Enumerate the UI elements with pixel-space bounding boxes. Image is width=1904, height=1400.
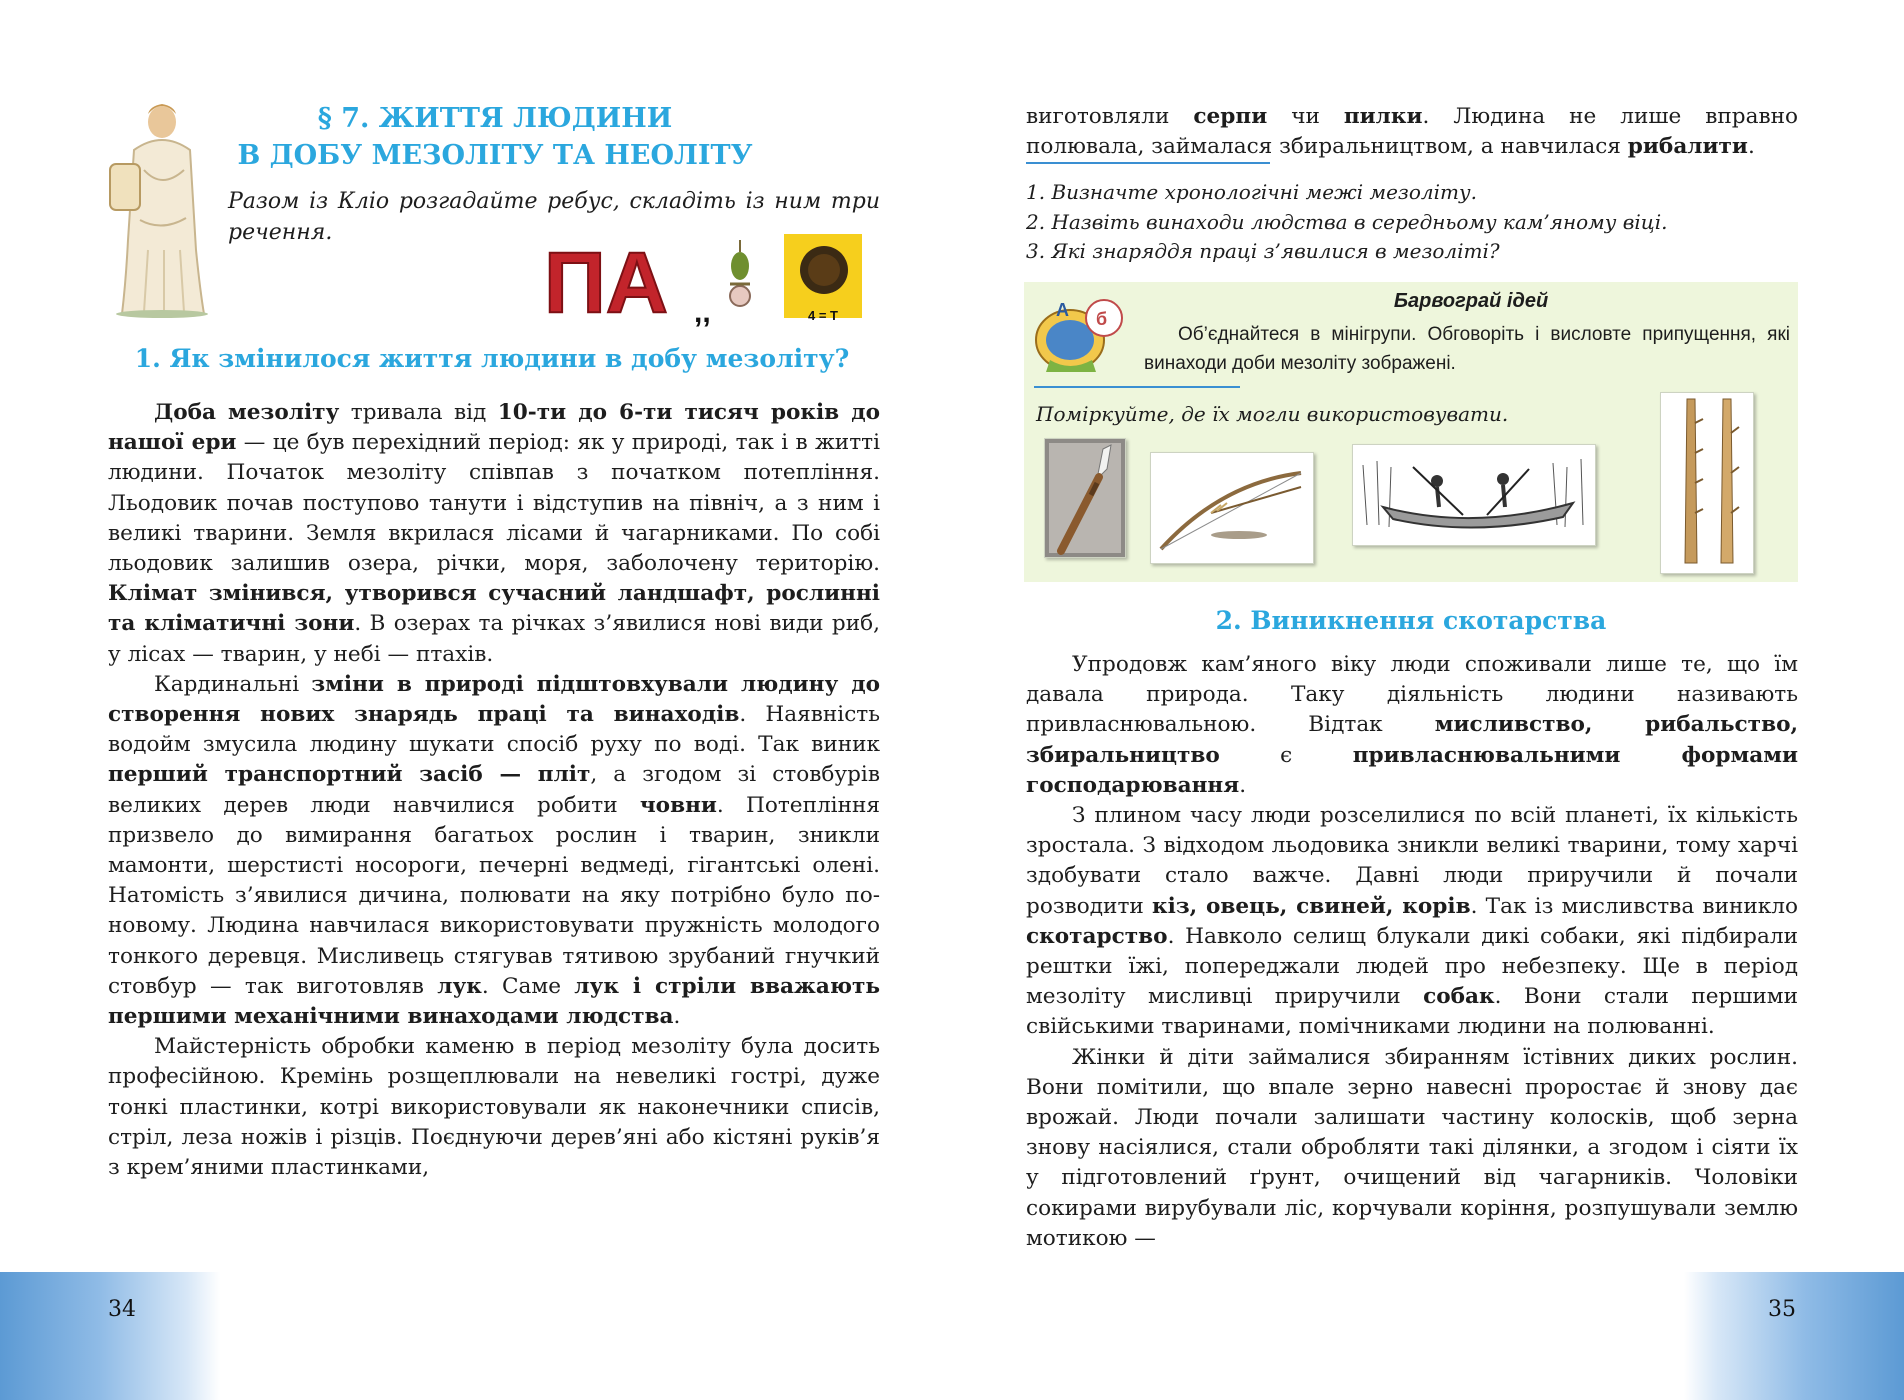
bold-term: лук (437, 973, 482, 999)
svg-text:А: А (1056, 300, 1069, 320)
text-run: виготовляли (1026, 104, 1194, 129)
bold-term: серпи (1193, 104, 1268, 129)
intro-text: Разом із Кліо розгадайте ребус, складіть із ним три речення. (228, 189, 880, 245)
text-run: . Саме (481, 973, 575, 999)
questions-divider (1026, 162, 1270, 164)
paragraph (1026, 1043, 1798, 1254)
bold-term: Доба мезоліту (154, 400, 340, 425)
paragraph (108, 398, 880, 670)
rebus-key: 4 = Т (808, 308, 838, 323)
question-1: 1. Визначте хронологічні межі мезоліту. (1026, 180, 1477, 204)
rebus-commas: ,, (694, 296, 711, 328)
text-run: . Вони стали першими свійськими тваринами, помічниками людини на полюванні. (1026, 984, 1798, 1040)
text-run: є (1219, 742, 1353, 768)
chapter-title-line1: § 7. ЖИТТЯ ЛЮДИНИ (317, 103, 673, 134)
ideas-box-divider (1034, 386, 1240, 388)
bow-and-arrow-image (1150, 452, 1314, 564)
text-run: . (1747, 134, 1755, 160)
svg-text:б: б (1096, 309, 1108, 329)
spear-tip-image (1044, 438, 1126, 558)
text-run: . Навколо селищ блукали дикі собаки, які підбирали рештки їжі, попереджали людей про небезпеку. Ще в період мезоліту мисливці приручили (1026, 923, 1798, 1010)
bold-term: привласнювальними формами господарювання (1026, 742, 1798, 798)
chapter-title (210, 100, 780, 174)
rebus-letters: ПА (544, 235, 668, 328)
bold-term: лук і стріли вважають першими механічними винаходами людства (108, 973, 880, 1030)
bold-term: скотарство (1026, 923, 1168, 949)
bold-term: мисливство, рибальство, збиральництво (1026, 712, 1798, 768)
text-run: Майстерність обробки каменю в період мезоліту була досить професійною. Кремінь розщеплювали на невеликі гострі, дуже тонкі пластинки, котрі використовували як наконечники списів, стріл, леза ножів і різців. Поєднуючи дерев’яні або кістяні руків’я з крем’яними пластинками, (108, 1034, 880, 1181)
harpoons-image (1660, 392, 1754, 574)
ideas-box-title: Барвограй ідей (1393, 290, 1549, 312)
text-run: Кардинальні (154, 671, 312, 697)
rebus-sunflower-icon (784, 234, 862, 318)
text-run: Жінки й діти займалися збиранням їстівних диких рослин. Вони помітили, що впале зерно навесні проростає й знову дає врожай. Люди почали залишати частину колосків, щоб зерна знову насіялися, стали обробляти такі ділянки, а згодом і сіяти їх у підготовлений ґрунт, очищений від чагарників. Чоловіки сокирами вирубували ліс, корчували коріння, розпушували землю мотикою — (1026, 1044, 1798, 1251)
bold-term: собак (1423, 984, 1495, 1010)
page-footer-band (0, 1272, 220, 1400)
bold-term: 10-ти до 6-ти тисяч років до нашої ери (108, 400, 881, 456)
paragraph (1026, 650, 1798, 801)
right-page-body-text (1026, 650, 1798, 1254)
text-run: . В озерах та річках з’явилися нові види риб, у лісах — тварин, у небі — птахів. (108, 611, 880, 667)
bold-term: Клімат змінився, утворився сучасний ландшафт, рослинні та кліматичні зони (108, 581, 880, 637)
text-run: . (1239, 772, 1247, 798)
klio-muse-illustration (104, 100, 216, 318)
chapter-title-line2: В ДОБУ МЕЗОЛІТУ ТА НЕОЛІТУ (237, 140, 753, 171)
paragraph (108, 1032, 880, 1183)
text-run: — це був перехідний період: як у природі, так і в житті людини. Початок мезоліту співпав з початком потепління. Льодовик почав поступово танути і відступив на північ, а з ним і великі тварини. Земля вкрилася лісами й чагарниками. По собі льодовик залишив озера, річки, моря, заболочену територію. (108, 430, 880, 577)
text-run: . Людина не лише вправно полювала, займалася збиральництвом, а навчилася (1026, 104, 1798, 160)
rebus-amulet-icon (730, 240, 750, 306)
canoe-image (1352, 444, 1596, 546)
paragraph (1026, 102, 1798, 162)
review-questions (1026, 178, 1798, 267)
text-run: , а згодом зі стовбурів великих дерев люди навчилися робити (108, 762, 880, 818)
bold-term: зміни в природі підштовхували людину до створення нових знарядь праці та винаходів (108, 671, 881, 728)
section-2-heading: 2. Виникнення скотарства (1215, 606, 1607, 635)
page-footer-band (1684, 1272, 1904, 1400)
bold-term: кіз, овець, свиней, корів (1152, 893, 1471, 919)
right-page-top-paragraph (1026, 102, 1798, 162)
paragraph (1026, 801, 1798, 1043)
text-run: . Так із мисливства виникло (1470, 893, 1798, 919)
text-run: . Наявність водойм змусила людину шукати спосіб руху по воді. Так виник (108, 702, 880, 758)
ideas-logo-icon (1030, 288, 1136, 374)
question-3: 3. Які знаряддя праці з’явилися в мезоліті? (1026, 239, 1500, 263)
bold-term: пилки (1343, 104, 1423, 129)
section-1-heading: 1. Як змінилося життя людини в добу мезоліту? (134, 344, 850, 373)
bold-term: човни (639, 792, 717, 818)
left-page-body-text (108, 398, 880, 1183)
page-number-right: 35 (1768, 1297, 1796, 1322)
text-run: . (673, 1004, 681, 1030)
bold-term: перший транспортний засіб — пліт (108, 762, 591, 788)
question-2: 2. Назвіть винаходи людства в середньому кам’яному віці. (1026, 209, 1668, 234)
bold-term: рибалити (1627, 134, 1748, 160)
ideas-box-text: Об’єднайтеся в мінігрупи. Обговоріть і висловте припущення, які винаходи доби мезоліту зображені. (1144, 324, 1790, 374)
text-run: З плином часу люди розселилися по всій планеті, їх кількість зростала. З відходом льодовика зникли великі тварини, тому харчі здобувати стало важче. Давні люди приручили й почали розводити (1026, 803, 1798, 919)
text-run: чи (1267, 104, 1344, 129)
text-run: Упродовж кам’яного віку люди споживали лише те, що їм давала природа. Таку діяльність людини називають привласнювальною. Відтак (1026, 652, 1798, 738)
text-run: тривала від (339, 400, 498, 425)
page-number-left: 34 (108, 1297, 136, 1322)
paragraph (108, 670, 880, 1032)
text-run: . Потепління призвело до вимирання багатьох рослин і тварин, зникли мамонти, шерстисті носороги, печерні ведмеді, гігантські олені. Натомість з’явилися дичина, полювати на яку потрібно було по-новому. Людина навчилася використовувати пружність молодого тонкого деревця. Мисливець стягував тятивою зрубаний гнучкий стовбур — так виготовляв (108, 792, 880, 999)
ideas-box-prompt: Поміркуйте, де їх могли використовувати. (1036, 402, 1509, 426)
